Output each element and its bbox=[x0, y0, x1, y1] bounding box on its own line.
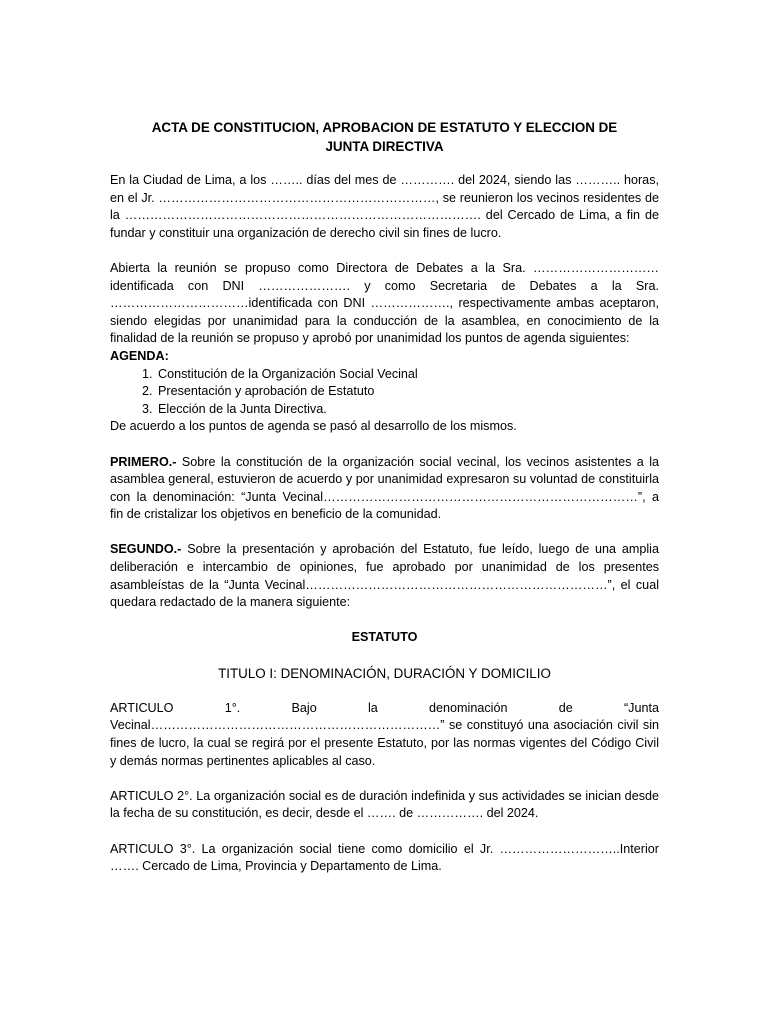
spacer bbox=[110, 612, 659, 630]
agenda-label: AGENDA: bbox=[110, 348, 169, 363]
articulo-3: ARTICULO 3°. La organización social tiene como domicilio el Jr. ………………………..Interior ……. Cercado de Lima, Provincia y Departamento de Lima. bbox=[110, 841, 659, 874]
primero-label: PRIMERO.- bbox=[110, 454, 177, 469]
spacer bbox=[110, 436, 659, 454]
agenda-item: 2. Presentación y aprobación de Estatuto bbox=[156, 383, 659, 401]
document-title: ACTA DE CONSTITUCION, APROBACION DE ESTATUTO Y ELECCION DE JUNTA DIRECTIVA bbox=[151, 120, 618, 154]
segundo-label: SEGUNDO.- bbox=[110, 542, 182, 557]
agenda-item: 3. Elección de la Junta Directiva. bbox=[156, 401, 659, 419]
primero-paragraph bbox=[110, 454, 659, 524]
spacer bbox=[110, 682, 659, 700]
segundo-paragraph bbox=[110, 541, 659, 611]
titulo-heading: TITULO I: DENOMINACIÓN, DURACIÓN Y DOMICILIO bbox=[218, 665, 551, 681]
agenda-list bbox=[110, 366, 659, 419]
spacer bbox=[110, 242, 659, 260]
agenda-item: 1. Constitución de la Organización Social Vecinal bbox=[156, 366, 659, 384]
spacer bbox=[110, 647, 659, 665]
articulo-1: ARTICULO 1°. Bajo la denominación de “Junta Vecinal……………………………………………………………” se constituyó una asociación civil sin fines de lucro, la cual se regirá por el presente Estatuto, por las normas vigentes del Código Civil y demás normas pertinentes aplicables al caso. bbox=[110, 700, 659, 768]
estatuto-heading: ESTATUTO bbox=[351, 630, 418, 645]
opening-paragraph: Abierta la reunión se propuso como Directora de Debates a la Sra. …………………………identificada con DNI …………………. y como Secretaria de Debates a la Sra. ……………………………identificada con DNI ………………., respectivamente ambas aceptaron, siendo elegidas por unanimidad para la conducción de la asamblea, en conocimiento de la finalidad de la reunión se propuso y aprobó por unanimidad los puntos de agenda siguientes: bbox=[110, 260, 659, 346]
agenda-close-paragraph: De acuerdo a los puntos de agenda se pasó al desarrollo de los mismos. bbox=[110, 419, 517, 434]
spacer bbox=[110, 524, 659, 542]
spacer bbox=[110, 770, 659, 788]
primero-text: Sobre la constitución de la organización social vecinal, los vecinos asistentes a la asamblea general, estuvieron de acuerdo y por unanimidad expresaron su voluntad de constituirla con la denominación: “Junta Vecinal…………………………………………………………………”, a fin de cristalizar los objetivos en beneficio de la comunidad. bbox=[110, 454, 659, 522]
spacer bbox=[110, 823, 659, 841]
segundo-text: Sobre la presentación y aprobación del Estatuto, fue leído, luego de una amplia deliberación e intercambio de opiniones, fue aprobado por unanimidad de los presentes asambleístas de la “Junta Vecinal………………………………………………………………”, el cual quedara redactado de la manera siguiente: bbox=[110, 542, 659, 610]
articulo-2: ARTICULO 2°. La organización social es de duración indefinida y sus actividades se inician desde la fecha de su constitución, es decir, desde el ……. de ……………. del 2024. bbox=[110, 788, 659, 821]
intro-paragraph: En la Ciudad de Lima, a los …….. días del mes de …………. del 2024, siendo las ……….. horas, en el Jr. …………………………………………………………, se reunieron los vecinos residentes de la …………………………………………………………………………. del Cercado de Lima, a fin de fundar y constituir una organización de derecho civil sin fines de lucro. bbox=[110, 173, 659, 240]
